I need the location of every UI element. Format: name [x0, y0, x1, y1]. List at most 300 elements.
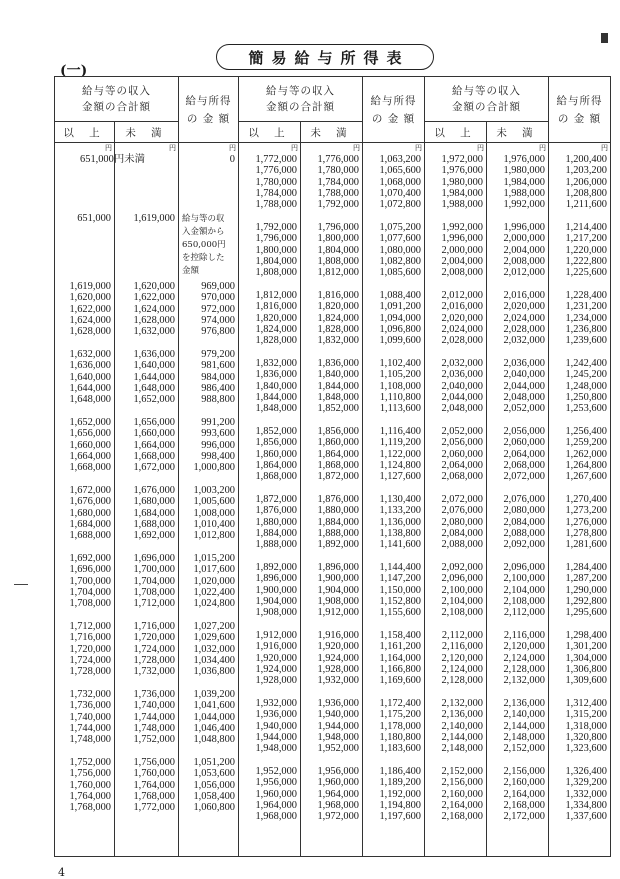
table-cell-value: 1,936,000 — [317, 698, 359, 709]
value-block — [487, 154, 548, 222]
table-cell-value: 1,262,000 — [565, 448, 607, 460]
spacer — [179, 165, 238, 213]
lower-bound-header: 以 上 — [55, 122, 115, 143]
value-block — [425, 222, 486, 290]
table-cell-value: 1,206,000 — [565, 176, 607, 188]
table-cell-value: 2,100,000 — [503, 573, 545, 585]
table-cell-value: 1,840,000 — [317, 369, 359, 381]
table-cell-value: 1,648,000 — [133, 382, 175, 394]
table-cell-value: 1,708,000 — [133, 586, 175, 598]
value-block — [239, 154, 300, 222]
table-cell-value: 1,708,000 — [69, 598, 111, 610]
table-cell-value: 1,816,000 — [255, 301, 297, 313]
table-cell-value: 1,688,000 — [69, 530, 111, 542]
table-cell-value: 1,852,000 — [317, 403, 359, 415]
table-cell-value: 1,250,800 — [565, 391, 607, 403]
table-cell-value: 1,880,000 — [317, 505, 359, 517]
table-cell-value: 2,064,000 — [441, 459, 483, 471]
table-cell-value: 1,124,800 — [379, 459, 421, 471]
lower-bound-header: 以 上 — [425, 122, 487, 143]
table-cell-value: 1,326,400 — [565, 766, 607, 777]
under-threshold-amount: 0 — [229, 154, 235, 165]
table-cell-value: 1,796,000 — [317, 222, 359, 233]
table-cell-value: 1,780,000 — [317, 165, 359, 177]
table-cell-value: 1,984,000 — [441, 187, 483, 199]
table-cell-value: 1,222,800 — [565, 255, 607, 267]
table-cell-value: 1,812,000 — [317, 267, 359, 279]
table-cell-value: 1,656,000 — [133, 417, 175, 428]
value-block — [549, 154, 610, 222]
table-cell-value: 2,068,000 — [441, 471, 483, 483]
note-line: を控除した — [182, 253, 225, 264]
table-cell-value: 2,044,000 — [441, 391, 483, 403]
table-cell-value: 1,141,600 — [379, 539, 421, 551]
table-cell-value: 1,920,000 — [317, 641, 359, 653]
table-cell-value: 1,724,000 — [69, 654, 111, 666]
income-range-header-1: 給与等の収入 金額の合計額 — [55, 77, 179, 122]
value-block — [549, 494, 610, 562]
table-cell-value: 1,138,800 — [379, 527, 421, 539]
table-cell-value: 1,876,000 — [255, 505, 297, 517]
table-cell-value: 1,664,000 — [133, 439, 175, 451]
table-cell-value: 2,160,000 — [503, 777, 545, 789]
table-cell-value: 1,287,200 — [565, 573, 607, 585]
table-cell-value: 2,012,000 — [503, 267, 545, 279]
table-cell-value: 1,039,200 — [193, 689, 235, 700]
value-block — [301, 494, 362, 562]
value-block — [179, 281, 238, 349]
table-cell-value: 1,012,800 — [193, 530, 235, 542]
table-cell-value: 1,996,000 — [503, 222, 545, 233]
table-cell-value: 2,008,000 — [441, 267, 483, 279]
table-cell-value: 1,624,000 — [69, 314, 111, 326]
table-cell-value: 1,916,000 — [317, 630, 359, 641]
table-cell-value: 1,864,000 — [317, 448, 359, 460]
value-block — [55, 485, 114, 553]
table-cell-value: 1,804,000 — [255, 255, 297, 267]
value-block — [549, 222, 610, 290]
table-cell-value: 1,620,000 — [69, 292, 111, 304]
table-cell-value: 1,996,000 — [441, 233, 483, 245]
table-cell-value: 1,020,000 — [193, 575, 235, 587]
value-block — [239, 562, 300, 630]
table-cell-value: 1,273,200 — [565, 505, 607, 517]
table-cell-value: 2,088,000 — [441, 539, 483, 551]
table-cell-value: 2,112,000 — [441, 630, 483, 641]
table-cell-value: 1,315,200 — [565, 709, 607, 721]
table-cell-value: 1,988,000 — [503, 187, 545, 199]
table-cell-value: 1,017,600 — [193, 564, 235, 576]
income-range-header-3: 給与等の収入 金額の合計額 — [425, 77, 549, 122]
range-low-value: 651,000 — [77, 213, 111, 225]
table-cell-value: 1,964,000 — [317, 788, 359, 800]
table-cell-value: 1,872,000 — [317, 471, 359, 483]
table-cell-value: 2,032,000 — [441, 358, 483, 369]
table-cell-value: 1,680,000 — [69, 507, 111, 519]
table-cell-value: 1,070,400 — [379, 187, 421, 199]
table-cell-value: 1,334,800 — [565, 799, 607, 811]
table-cell-value: 1,161,200 — [379, 641, 421, 653]
value-block — [115, 485, 178, 553]
yen-unit: 円 — [291, 144, 298, 152]
table-cell-value: 2,156,000 — [503, 766, 545, 777]
value-block — [425, 630, 486, 698]
section3-upper-column — [487, 143, 549, 857]
table-cell-value: 2,000,000 — [503, 233, 545, 245]
section1-upper-column — [115, 143, 179, 857]
table-cell-value: 1,644,000 — [69, 382, 111, 394]
table-cell-value: 1,860,000 — [317, 437, 359, 449]
table-cell-value: 1,832,000 — [317, 335, 359, 347]
table-cell-value: 1,080,000 — [379, 244, 421, 256]
table-cell-value: 1,796,000 — [255, 233, 297, 245]
yen-unit: 円 — [477, 144, 484, 152]
table-cell-value: 974,000 — [201, 314, 235, 326]
value-block — [239, 426, 300, 494]
table-cell-value: 1,744,000 — [69, 722, 111, 734]
value-block — [425, 154, 486, 222]
table-cell-value: 1,980,000 — [503, 165, 545, 177]
value-block — [487, 630, 548, 698]
table-cell-value: 979,200 — [201, 349, 235, 360]
table-cell-value: 2,060,000 — [503, 437, 545, 449]
table-cell-value: 1,632,000 — [69, 349, 111, 360]
table-cell-value: 1,253,600 — [565, 403, 607, 415]
table-cell-value: 1,928,000 — [255, 675, 297, 687]
value-block — [239, 630, 300, 698]
table-cell-value: 970,000 — [201, 292, 235, 304]
value-block — [363, 426, 424, 494]
table-cell-value: 1,712,000 — [69, 621, 111, 632]
note-line: 給与等の収 — [182, 214, 225, 225]
table-cell-value: 1,636,000 — [69, 360, 111, 372]
value-block — [301, 630, 362, 698]
table-cell-value: 1,085,600 — [379, 267, 421, 279]
table-cell-value: 1,776,000 — [317, 154, 359, 165]
table-cell-value: 1,186,400 — [379, 766, 421, 777]
table-cell-value: 1,968,000 — [255, 811, 297, 823]
table-cell-value: 1,091,200 — [379, 301, 421, 313]
table-cell-value: 1,960,000 — [317, 777, 359, 789]
upper-bound-header: 未 満 — [301, 122, 363, 143]
table-cell-value: 1,072,800 — [379, 199, 421, 211]
table-cell-value: 1,820,000 — [255, 312, 297, 324]
table-cell-value: 981,600 — [201, 360, 235, 372]
table-cell-value: 1,680,000 — [133, 496, 175, 508]
table-cell-value: 1,180,800 — [379, 731, 421, 743]
table-cell-value: 1,864,000 — [255, 459, 297, 471]
table-cell-value: 1,940,000 — [317, 709, 359, 721]
table-cell-value: 1,676,000 — [69, 496, 111, 508]
table-cell-value: 1,668,000 — [133, 450, 175, 462]
table-cell-value: 1,900,000 — [317, 573, 359, 585]
table-cell-value: 2,120,000 — [503, 641, 545, 653]
value-block — [425, 358, 486, 426]
table-cell-value: 1,908,000 — [317, 595, 359, 607]
table-cell-value: 1,295,600 — [565, 607, 607, 619]
amount-header-3: 給与所得 の 金 額 — [549, 77, 611, 143]
table-cell-value: 2,080,000 — [503, 505, 545, 517]
table-cell-value: 2,148,000 — [503, 731, 545, 743]
value-block — [55, 281, 114, 349]
value-block — [301, 562, 362, 630]
table-cell-value: 1,868,000 — [317, 459, 359, 471]
table-cell-value: 2,156,000 — [441, 777, 483, 789]
table-cell-value: 1,684,000 — [69, 518, 111, 530]
page-number: 4 — [58, 866, 65, 879]
table-cell-value: 1,712,000 — [133, 598, 175, 610]
value-block — [55, 621, 114, 689]
table-cell-value: 2,052,000 — [441, 426, 483, 437]
table-cell-value: 1,060,800 — [193, 802, 235, 814]
table-cell-value: 972,000 — [201, 303, 235, 315]
value-block — [179, 349, 238, 417]
table-cell-value: 1,267,600 — [565, 471, 607, 483]
table-cell-value: 1,044,000 — [193, 711, 235, 723]
table-cell-value: 1,127,600 — [379, 471, 421, 483]
section2-lower-column — [239, 143, 301, 857]
table-cell-value: 1,856,000 — [317, 426, 359, 437]
table-cell-value: 2,068,000 — [503, 459, 545, 471]
page-title: 簡易給与所得表 — [248, 48, 410, 67]
table-cell-value: 1,194,800 — [379, 799, 421, 811]
table-cell-value: 1,968,000 — [317, 799, 359, 811]
section3-amount-column — [549, 143, 611, 857]
table-cell-value: 1,105,200 — [379, 369, 421, 381]
table-cell-value: 1,051,200 — [193, 757, 235, 768]
table-cell-value: 2,060,000 — [441, 448, 483, 460]
first-block — [115, 154, 178, 281]
table-cell-value: 1,720,000 — [133, 632, 175, 644]
table-cell-value: 1,660,000 — [133, 428, 175, 440]
table-cell-value: 2,108,000 — [503, 595, 545, 607]
table-cell-value: 1,840,000 — [255, 380, 297, 392]
table-cell-value: 1,808,000 — [255, 267, 297, 279]
table-cell-value: 993,600 — [201, 428, 235, 440]
value-block — [179, 553, 238, 621]
table-cell-value: 1,122,000 — [379, 448, 421, 460]
table-cell-value: 1,784,000 — [255, 187, 297, 199]
table-cell-value: 1,003,200 — [193, 485, 235, 496]
table-cell-value: 1,175,200 — [379, 709, 421, 721]
table-cell-value: 2,044,000 — [503, 380, 545, 392]
value-block — [363, 222, 424, 290]
table-cell-value: 1,256,400 — [565, 426, 607, 437]
value-block — [301, 766, 362, 834]
table-cell-value: 1,306,800 — [565, 663, 607, 675]
yen-unit: 円 — [169, 144, 176, 152]
value-block — [425, 426, 486, 494]
table-cell-value: 2,168,000 — [441, 811, 483, 823]
table-cell-value: 1,619,000 — [69, 281, 111, 292]
yen-unit: 円 — [105, 144, 112, 152]
value-block — [301, 358, 362, 426]
value-block — [115, 689, 178, 757]
table-cell-value: 2,140,000 — [441, 720, 483, 732]
table-cell-value: 2,152,000 — [503, 743, 545, 755]
table-cell-value: 1,912,000 — [255, 630, 297, 641]
table-cell-value: 1,099,600 — [379, 335, 421, 347]
value-block — [239, 766, 300, 834]
table-cell-value: 1,640,000 — [133, 360, 175, 372]
table-cell-value: 1,116,400 — [379, 426, 421, 437]
table-cell-value: 1,178,000 — [379, 720, 421, 732]
table-cell-value: 1,063,200 — [379, 154, 421, 165]
table-cell-value: 1,952,000 — [317, 743, 359, 755]
table-cell-value: 1,058,400 — [193, 790, 235, 802]
table-cell-value: 1,652,000 — [133, 394, 175, 406]
table-cell-value: 1,916,000 — [255, 641, 297, 653]
value-block — [55, 349, 114, 417]
table-cell-value: 2,124,000 — [503, 652, 545, 664]
value-block — [487, 222, 548, 290]
table-cell-value: 2,040,000 — [441, 380, 483, 392]
table-cell-value: 1,792,000 — [317, 199, 359, 211]
table-cell-value: 1,844,000 — [317, 380, 359, 392]
note-line: 650,000円 — [182, 240, 226, 251]
table-cell-value: 2,092,000 — [441, 562, 483, 573]
table-cell-value: 1,976,000 — [503, 154, 545, 165]
table-cell-value: 1,298,400 — [565, 630, 607, 641]
table-cell-value: 1,732,000 — [133, 666, 175, 678]
table-cell-value: 1,152,800 — [379, 595, 421, 607]
table-cell-value: 1,756,000 — [69, 768, 111, 780]
value-block — [55, 689, 114, 757]
table-cell-value: 1,932,000 — [255, 698, 297, 709]
table-cell-value: 2,028,000 — [503, 323, 545, 335]
table-cell-value: 1,119,200 — [379, 437, 421, 449]
table-cell-value: 2,024,000 — [441, 323, 483, 335]
table-cell-value: 1,940,000 — [255, 720, 297, 732]
value-block — [425, 698, 486, 766]
table-cell-value: 1,065,600 — [379, 165, 421, 177]
income-range-header-2: 給与等の収入 金額の合計額 — [239, 77, 363, 122]
table-cell-value: 2,096,000 — [503, 562, 545, 573]
table-cell-value: 1,652,000 — [69, 417, 111, 428]
table-cell-value: 1,200,400 — [565, 154, 607, 165]
table-cell-value: 1,068,000 — [379, 176, 421, 188]
upper-bound-header: 未 満 — [115, 122, 179, 143]
table-cell-value: 2,080,000 — [441, 516, 483, 528]
table-cell-value: 1,027,200 — [193, 621, 235, 632]
table-cell-value: 988,800 — [201, 394, 235, 406]
table-cell-value: 1,236,800 — [565, 323, 607, 335]
table-cell-value: 1,768,000 — [133, 790, 175, 802]
table-cell-value: 2,088,000 — [503, 527, 545, 539]
table-cell-value: 1,976,000 — [441, 165, 483, 177]
table-cell-value: 1,760,000 — [69, 779, 111, 791]
value-block — [425, 766, 486, 834]
table-cell-value: 2,048,000 — [441, 403, 483, 415]
deduction-note — [179, 213, 238, 278]
yen-unit: 円 — [415, 144, 422, 152]
table-cell-value: 1,276,000 — [565, 516, 607, 528]
section2-upper-column — [301, 143, 363, 857]
table-cell-value: 1,108,000 — [379, 380, 421, 392]
value-block — [363, 698, 424, 766]
value-block — [549, 766, 610, 834]
table-cell-value: 2,052,000 — [503, 403, 545, 415]
table-cell-value: 1,320,800 — [565, 731, 607, 743]
table-cell-value: 2,104,000 — [441, 595, 483, 607]
table-cell-value: 2,016,000 — [503, 290, 545, 301]
table-cell-value: 2,056,000 — [441, 437, 483, 449]
table-cell-value: 1,884,000 — [255, 527, 297, 539]
table-cell-value: 2,020,000 — [441, 312, 483, 324]
table-cell-value: 1,102,400 — [379, 358, 421, 369]
value-block — [239, 290, 300, 358]
table-cell-value: 1,692,000 — [69, 553, 111, 564]
value-block — [425, 290, 486, 358]
table-cell-value: 2,072,000 — [441, 494, 483, 505]
table-cell-value: 2,036,000 — [441, 369, 483, 381]
table-cell-value: 1,732,000 — [69, 689, 111, 700]
table-cell-value: 1,024,800 — [193, 598, 235, 610]
table-cell-value: 1,696,000 — [69, 564, 111, 576]
table-cell-value: 2,172,000 — [503, 811, 545, 823]
table-cell-value: 2,136,000 — [441, 709, 483, 721]
table-cell-value: 2,000,000 — [441, 244, 483, 256]
table-cell-value: 1,752,000 — [69, 757, 111, 768]
table-cell-value: 1,892,000 — [255, 562, 297, 573]
table-cell-value: 1,628,000 — [133, 314, 175, 326]
table-cell-value: 1,800,000 — [317, 233, 359, 245]
table-cell-value: 1,700,000 — [69, 575, 111, 587]
table-cell-value: 1,848,000 — [317, 391, 359, 403]
table-cell-value: 1,628,000 — [69, 326, 111, 338]
table-cell-value: 1,700,000 — [133, 564, 175, 576]
table-cell-value: 2,096,000 — [441, 573, 483, 585]
table-cell-value: 2,032,000 — [503, 335, 545, 347]
table-cell-value: 1,716,000 — [133, 621, 175, 632]
value-block — [301, 426, 362, 494]
value-block — [549, 630, 610, 698]
table-cell-value: 1,728,000 — [69, 666, 111, 678]
table-cell-value: 1,720,000 — [69, 643, 111, 655]
table-cell-value: 1,792,000 — [255, 222, 297, 233]
value-block — [487, 562, 548, 630]
table-cell-value: 976,800 — [201, 326, 235, 338]
table-cell-value: 1,848,000 — [255, 403, 297, 415]
table-cell-value: 2,164,000 — [503, 788, 545, 800]
section1-amount-column — [179, 143, 239, 857]
value-block — [363, 154, 424, 222]
range-high-value: 1,619,000 — [133, 213, 175, 224]
table-cell-value: 1,008,000 — [193, 507, 235, 519]
table-cell-value: 1,824,000 — [317, 312, 359, 324]
note-line: 金額 — [182, 266, 200, 277]
table-cell-value: 1,656,000 — [69, 428, 111, 440]
table-cell-value: 1,217,200 — [565, 233, 607, 245]
value-block — [179, 757, 238, 825]
value-block — [301, 222, 362, 290]
table-cell-value: 1,884,000 — [317, 516, 359, 528]
table-cell-value: 1,912,000 — [317, 607, 359, 619]
table-cell-value: 2,144,000 — [503, 720, 545, 732]
table-cell-value: 1,748,000 — [133, 722, 175, 734]
table-cell-value: 1,960,000 — [255, 788, 297, 800]
table-cell-value: 1,908,000 — [255, 607, 297, 619]
table-cell-value: 2,120,000 — [441, 652, 483, 664]
table-cell-value: 1,896,000 — [317, 562, 359, 573]
table-cell-value: 1,281,600 — [565, 539, 607, 551]
table-cell-value: 2,132,000 — [441, 698, 483, 709]
table-cell-value: 2,168,000 — [503, 799, 545, 811]
table-cell-value: 1,632,000 — [133, 326, 175, 338]
table-cell-value: 1,812,000 — [255, 290, 297, 301]
table-cell-value: 1,312,400 — [565, 698, 607, 709]
table-cell-value: 2,124,000 — [441, 663, 483, 675]
